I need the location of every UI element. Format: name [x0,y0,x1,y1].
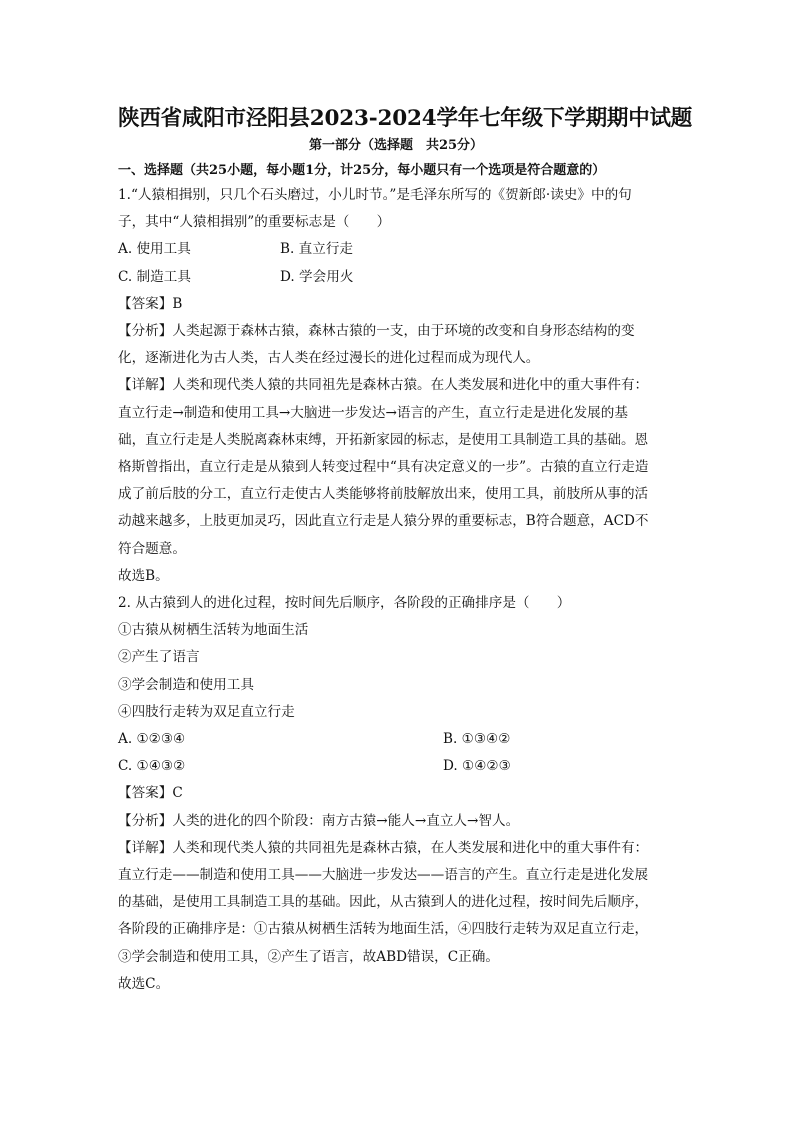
q2-answer [118,780,674,807]
q1-answer-value: B [172,295,183,312]
q2-detail-line: 的基础，是使用工具制造工具的基础。因此，从古猿到人的进化过程，按时间先后顺序， [118,894,649,911]
q1-option-b: B. 直立行走 [280,241,354,258]
page-title: 陕西省咸阳市泾阳县2023-2024学年七年级下学期期中试题 [118,106,693,131]
q2-option-c: C. ①④③② [118,758,186,775]
q1-options-row [118,236,674,263]
q1-stem-line: 子，其中“人猿相揖别”的重要标志是（ ） [118,214,391,231]
q1-detail-line [118,372,674,399]
q1-stem-line: 1.“人猿相揖别，只几个石头磨过，小儿时节。”是毛泽东所写的《贺新郎·读史》中的句 [118,187,632,203]
q1-analysis-line: 化，逐渐进化为古人类，古人类在经过漫长的进化过程而成为现代人。 [118,350,540,367]
q1-detail-text: 人类和现代类人猿的共同祖先是森林古猿。在人类发展和进化中的重大事件有： [172,377,649,394]
q1-detail-line: 础，直立行走是人类脱离森林束缚，开拓新家园的标志，是使用工具制造工具的基础。恩 [118,431,649,448]
q2-item: ①古猿从树栖生活转为地面生活 [118,622,309,639]
q1-answer [118,291,674,318]
q1-conclusion: 故选B。 [118,567,169,584]
q1-analysis-line [118,318,674,345]
section-heading: 一、选择题（共25小题，每小题1分，计25分，每小题只有一个选项是符合题意的） [118,163,606,178]
q1-detail-line: 直立行走→制造和使用工具→大脑进一步发达→语言的产生，直立行走是进化发展的基 [118,404,628,421]
q1-detail-line: 成了前后肢的分工，直立行走使古人类能够将前肢解放出来，使用工具，前肢所从事的活 [118,486,649,503]
q1-option-d: D. 学会用火 [280,268,354,285]
q2-item: ②产生了语言 [118,649,200,666]
q2-option-a: A. ①②③④ [118,731,186,748]
answer-label: 【答案】 [118,295,173,312]
detail-label: 【详解】 [118,839,173,856]
q2-analysis-text: 人类的进化的四个阶段：南方古猿→能人→直立人→智人。 [172,812,520,829]
q1-detail-line: 动越来越多，上肢更加灵巧，因此直立行走是人猿分界的重要标志，B符合题意，ACD不 [118,513,649,530]
q2-conclusion: 故选C。 [118,975,170,992]
q2-detail-line [118,835,674,862]
q1-option-c: C. 制造工具 [118,268,191,285]
q2-options-row [118,726,674,753]
question-2 [118,590,674,998]
q2-option-d: D. ①④②③ [443,758,511,775]
answer-label: 【答案】 [118,785,173,802]
question-1 [118,182,674,590]
q1-analysis-text: 人类起源于森林古猿，森林古猿的一支，由于环境的改变和自身形态结构的变 [172,323,635,340]
q2-detail-line: ③学会制造和使用工具，②产生了语言，故ABD错误，C正确。 [118,948,499,965]
q2-detail-line: 直立行走——制造和使用工具——大脑进一步发达——语言的产生。直立行走是进化发展 [118,867,649,884]
q1-detail-line: 格斯曾指出，直立行走是从猿到人转变过程中“具有决定意义的一步”。古猿的直立行走造 [118,459,649,476]
q2-options-row [118,753,674,780]
detail-label: 【详解】 [118,377,173,394]
q2-item: ④四肢行走转为双足直立行走 [118,703,295,720]
analysis-label: 【分析】 [118,323,173,340]
part-heading: 第一部分（选择题 共25分） [308,138,484,153]
q2-item: ③学会制造和使用工具 [118,676,254,693]
q2-detail-text: 人类和现代类人猿的共同祖先是森林古猿，在人类发展和进化中的重大事件有： [172,839,649,856]
q2-option-b: B. ①③④② [443,731,511,748]
q2-detail-line: 各阶段的正确排序是：①古猿从树栖生活转为地面生活，④四肢行走转为双足直立行走， [118,921,649,938]
analysis-label: 【分析】 [118,812,173,829]
q2-answer-value: C [172,785,183,802]
q2-analysis [118,808,674,835]
q1-options-row [118,264,674,291]
q1-detail-line: 符合题意。 [118,540,186,557]
q2-stem: 2. 从古猿到人的进化过程，按时间先后顺序，各阶段的正确排序是（ ） [118,595,571,612]
q1-option-a: A. 使用工具 [118,241,191,258]
